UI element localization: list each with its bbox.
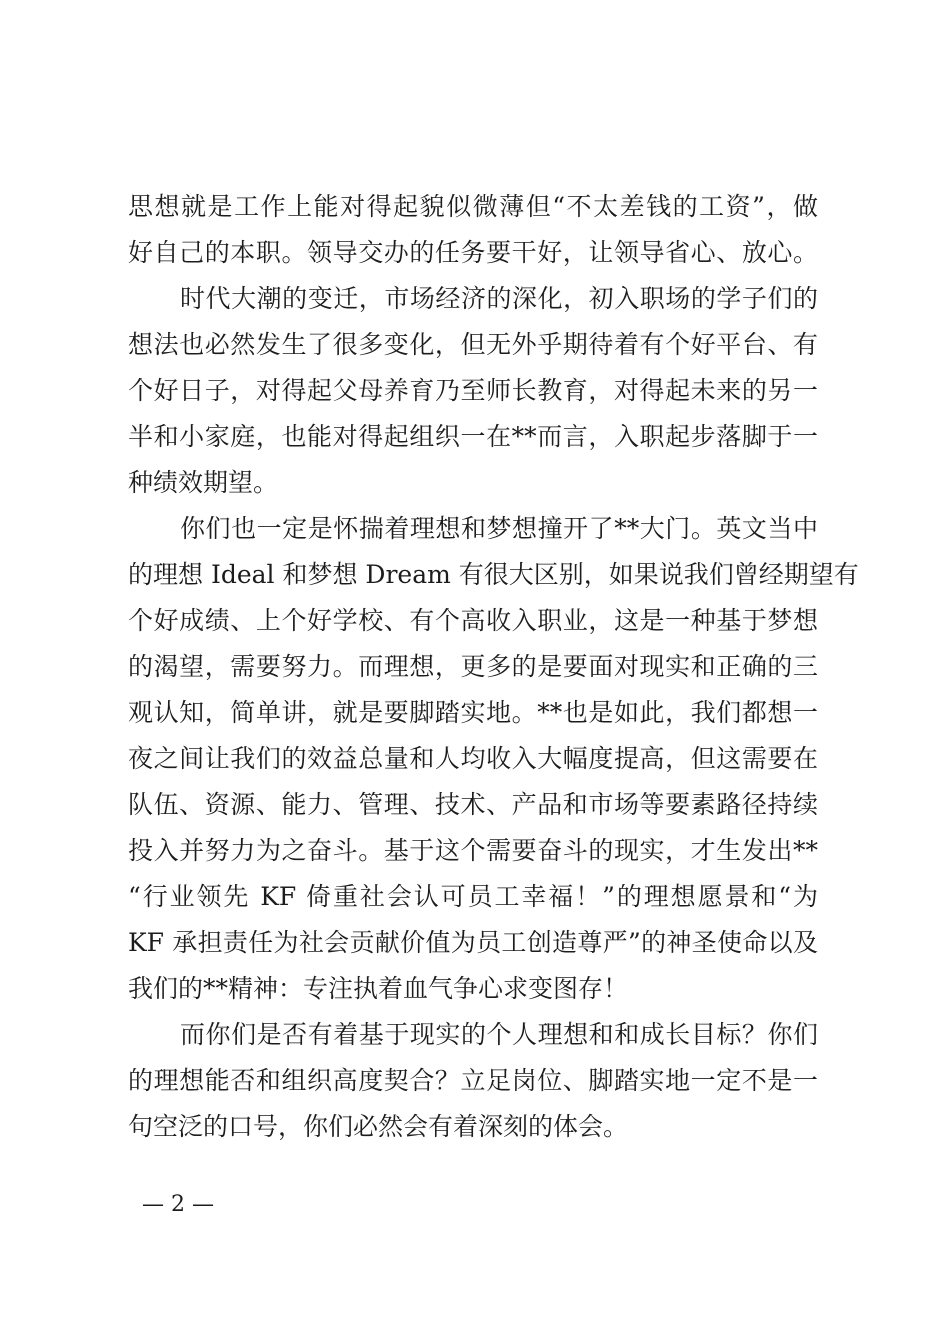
- text-line: 你们也一定是怀揣着理想和梦想撞开了**大门。英文当中: [180, 514, 818, 543]
- text-line: 思想就是工作上能对得起貌似微薄但“不太差钱的工资”，做: [128, 192, 818, 221]
- text-line: 想法也必然发生了很多变化，但无外乎期待着有个好平台、有: [128, 330, 818, 359]
- text-line: 我们的**精神：专注执着血气争心求变图存！: [128, 974, 629, 1003]
- paragraph-4: [128, 1012, 818, 1150]
- text-line: 夜之间让我们的效益总量和人均收入大幅度提高，但这需要在: [128, 744, 818, 773]
- text-line: 半和小家庭，也能对得起组织一在**而言，入职起步落脚于一: [128, 422, 818, 451]
- document-body: [128, 184, 859, 1150]
- text-line: 时代大潮的变迁，市场经济的深化，初入职场的学子们的: [180, 284, 818, 313]
- text-line: 队伍、资源、能力、管理、技术、产品和市场等要素路径持续: [128, 790, 818, 819]
- text-line: 的理想 Ideal 和梦想 Dream 有很大区别，如果说我们曾经期望有: [128, 560, 859, 589]
- text-line: “行业领先 KF 倚重社会认可员工幸福！”的理想愿景和“为: [128, 882, 818, 911]
- text-line: 个好成绩、上个好学校、有个高收入职业，这是一种基于梦想: [128, 606, 818, 635]
- text-line: KF 承担责任为社会贡献价值为员工创造尊严”的神圣使命以及: [128, 928, 818, 957]
- text-line: 个好日子，对得起父母养育乃至师长教育，对得起未来的另一: [128, 376, 818, 405]
- paragraph-2: [128, 276, 818, 506]
- text-line: 句空泛的口号，你们必然会有着深刻的体会。: [128, 1112, 629, 1141]
- page-number: — 2 —: [142, 1192, 214, 1217]
- text-line: 的理想能否和组织高度契合？立足岗位、脚踏实地一定不是一: [128, 1066, 818, 1095]
- paragraph-1: [128, 184, 818, 276]
- text-line: 好自己的本职。领导交办的任务要干好，让领导省心、放心。: [128, 238, 818, 267]
- text-line: 投入并努力为之奋斗。基于这个需要奋斗的现实，才生发出**: [128, 836, 818, 865]
- text-line: 观认知，简单讲，就是要脚踏实地。**也是如此，我们都想一: [128, 698, 818, 727]
- text-line: 种绩效期望。: [128, 468, 279, 497]
- paragraph-3: [128, 506, 859, 1012]
- text-line: 的渴望，需要努力。而理想，更多的是要面对现实和正确的三: [128, 652, 818, 681]
- text-line: 而你们是否有着基于现实的个人理想和和成长目标？你们: [180, 1020, 818, 1049]
